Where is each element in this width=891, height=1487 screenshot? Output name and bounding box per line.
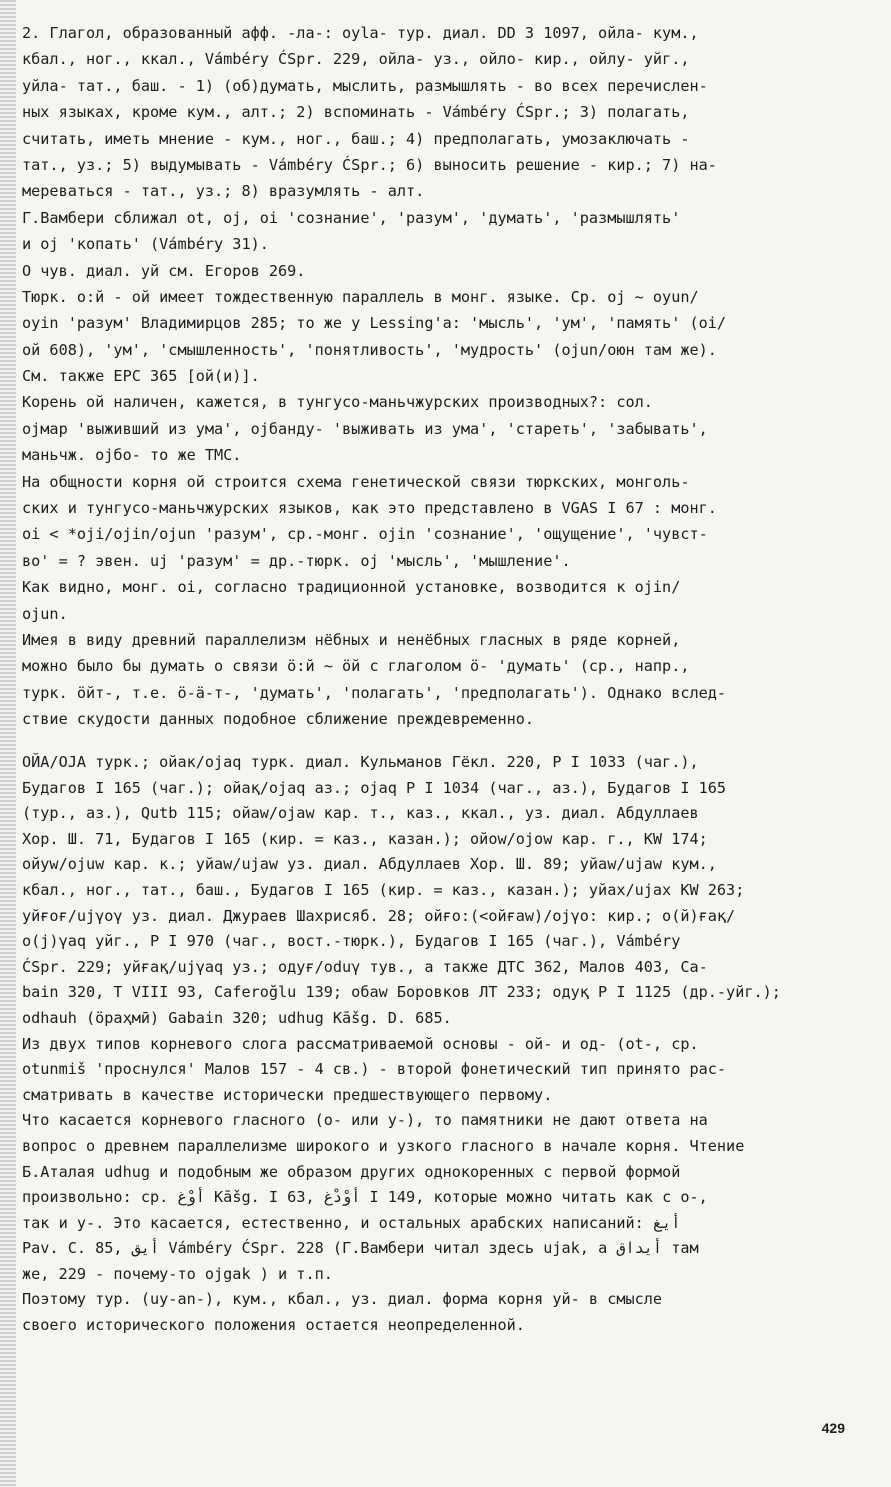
text-line: ojun. (22, 604, 68, 623)
text-line: ных языках, кроме кум., алт.; 2) вспоминать - Vámbéry ĆSpr.; 3) полагать, (22, 103, 690, 122)
text-line: О чув. диал. уй см. Егоров 269. (22, 261, 306, 280)
text-line: oi < *oji/ojin/ojun 'разум', ср.-монг. ojin 'сознание', 'ощущение', 'чувст- (22, 525, 708, 544)
text-line: Будагов I 165 (чаг.); ойақ/ojaq аз.; ojaq P I 1034 (чаг., аз.), Будагов I 165 (22, 778, 727, 797)
text-line: Корень ой наличен, кажется, в тунгусо-маньчжурских производных?: сол. (22, 393, 653, 412)
text-line: тат., уз.; 5) выдумывать - Vámbéry ĆSpr.; 6) выносить решение - кир.; 7) на- (22, 155, 717, 174)
text-line: ĆSpr. 229; уйғақ/ujγaq уз.; одуғ/oduγ тув., а также ДТС 362, Малов 403, Ca- (22, 957, 708, 976)
text-line: кбал., ног., тат., баш., Будагов I 165 (кир. = каз., казан.); уйах/ujax KW 263; (22, 880, 745, 899)
text-line: Имея в виду древний параллелизм нёбных и ненёбных гласных в ряде корней, (22, 630, 681, 649)
text-line: уйла- тат., баш. - 1) (об)думать, мыслить, размышлять - во всех перечислен- (22, 76, 708, 95)
text-line: турк. ӧйт-, т.е. ӧ-ӓ-т-, 'думать', 'полагать', 'предполагать'). Однако вслед- (22, 683, 727, 702)
text-line: См. также ЕРС 365 [ой(и)]. (22, 367, 260, 386)
text-line: Из двух типов корневого слога рассматриваемой основы - ой- и од- (ot-, ср. (22, 1034, 699, 1053)
text-line: можно было бы думать о связи ö:й ~ ӧй с глаголом ӧ- 'думать' (ср., напр., (22, 657, 690, 676)
scan-edge-shadow (0, 0, 16, 1487)
text-line: считать, иметь мнение - кум., ног., баш.; 4) предполагать, умозаключать - (22, 129, 690, 148)
text-line: o(j)γaq уйг., P I 970 (чаг., вост.-тюрк.), Будагов I 165 (чаг.), Vámbéry (22, 932, 681, 951)
text-line: вопрос о древнем параллелизме широкого и узкого гласного в начале корня. Чтение (22, 1136, 745, 1155)
text-line: Как видно, монг. oi, согласно традиционной установке, возводится к ojin/ (22, 578, 681, 597)
text-line: же, 229 - почему-то ojgak ) и т.п. (22, 1264, 333, 1283)
text-line: ОЙА/ОJА турк.; ойак/ojaq турк. диал. Кульманов Гёкл. 220, P I 1033 (чаг.), (22, 753, 699, 771)
text-line: odhauh (ӧраҳмӣ) Gabain 320; udhug Kāšg. D. 685. (22, 1008, 452, 1027)
text-line: ойуw/ojuw кар. к.; уйаw/ujaw уз. диал. Абдуллаев Хор. Ш. 89; уйаw/ujaw кум., (22, 855, 717, 874)
text-line: Что касается корневого гласного (о- или у-), то памятники не дают ответа на (22, 1111, 708, 1130)
text-line: ствие скудости данных подобное сближение преждевременно. (22, 710, 535, 729)
text-line: произвольно: ср. أوْغ Kāšg. I 63, أوْدْغ I 149, которые можно читать как с о-, (22, 1188, 708, 1207)
text-line: Тюрк. о:й - ой имеет тождественную параллель в монг. языке. Ср. oj ~ oyun/ (22, 287, 699, 306)
text-line: bain 320, T VIII 93, Caferoğlu 139; обаw Боровков ЛТ 233; одуқ P I 1125 (др.-уйг.); (22, 983, 781, 1002)
text-line: маньчж. ojбо- то же ТМС. (22, 446, 242, 465)
entry-oia-paragraphs (22, 750, 870, 1339)
text-line: Хор. Ш. 71, Будагов I 165 (кир. = каз., казан.); ойоw/ojow кар. г., KW 174; (22, 829, 708, 848)
text-line: 2. Глагол, образованный афф. -ла-: oyla- тур. диал. DD 3 1097, ойла- кум., (22, 24, 699, 42)
page-number: 429 (821, 1420, 845, 1436)
entry-oila-paragraphs (22, 20, 870, 733)
text-line: Б.Аталая udhug и подобным же образом других однокоренных с первой формой (22, 1162, 681, 1181)
text-line: Г.Вамбери сближал ot, oj, oi 'сознание', 'разум', 'думать', 'размышлять' (22, 208, 681, 227)
text-line: мереваться - тат., уз.; 8) вразумлять - алт. (22, 182, 425, 201)
text-line: На общности корня ой строится схема генетической связи тюркских, монголь- (22, 472, 690, 491)
text-line: (тур., аз.), Qutb 115; ойаw/ojaw кар. т., каз., ккал., уз. диал. Абдуллаев (22, 804, 699, 823)
text-line: ских и тунгусо-маньчжурских языков, как это представлено в VGAS I 67 : монг. (22, 499, 717, 518)
text-line: кбал., ног., ккал., Vámbéry ĆSpr. 229, ойла- уз., ойло- кир., ойлу- уйг., (22, 50, 690, 69)
text-line: и oj 'копать' (Vámbéry 31). (22, 235, 269, 254)
text-line: Поэтому тур. (uy-an-), кум., кбал., уз. диал. форма корня уй- в смысле (22, 1290, 663, 1309)
text-line: oyin 'разум' Владимирцов 285; то же у Lessing'a: 'мысль', 'ум', 'память' (oi/ (22, 314, 727, 333)
text-line: во' = ? эвен. uj 'разум' = др.-тюрк. oj 'мысль', 'мышление'. (22, 551, 571, 570)
text-line: otunmiš 'проснулся' Малов 157 - 4 св.) - второй фонетический тип принято рас- (22, 1060, 727, 1079)
text-line: ой 608), 'ум', 'смышленность', 'понятливость', 'мудрость' (ojun/оюн там же). (22, 340, 717, 359)
text-line: Pav. C. 85, أيق Vámbéry ĆSpr. 228 (Г.Вамбери читал здесь ujak, а أيداق там (22, 1239, 699, 1258)
text-line: ojмар 'выживший из ума', ojбанду- 'выживать из ума', 'стареть', 'забывать', (22, 419, 708, 438)
text-line: сматривать в качестве исторически предшествующего первому. (22, 1085, 553, 1104)
text-line: своего исторического положения остается неопределенной. (22, 1316, 525, 1335)
text-line: так и у-. Это касается, естественно, и остальных арабских написаний: أيغ (22, 1213, 681, 1232)
text-line: уйғоғ/ujγoγ уз. диал. Джураев Шахрисяб. 28; ойғо:(<ойғаw)/ojγo: кир.; о(й)ғақ/ (22, 906, 736, 925)
